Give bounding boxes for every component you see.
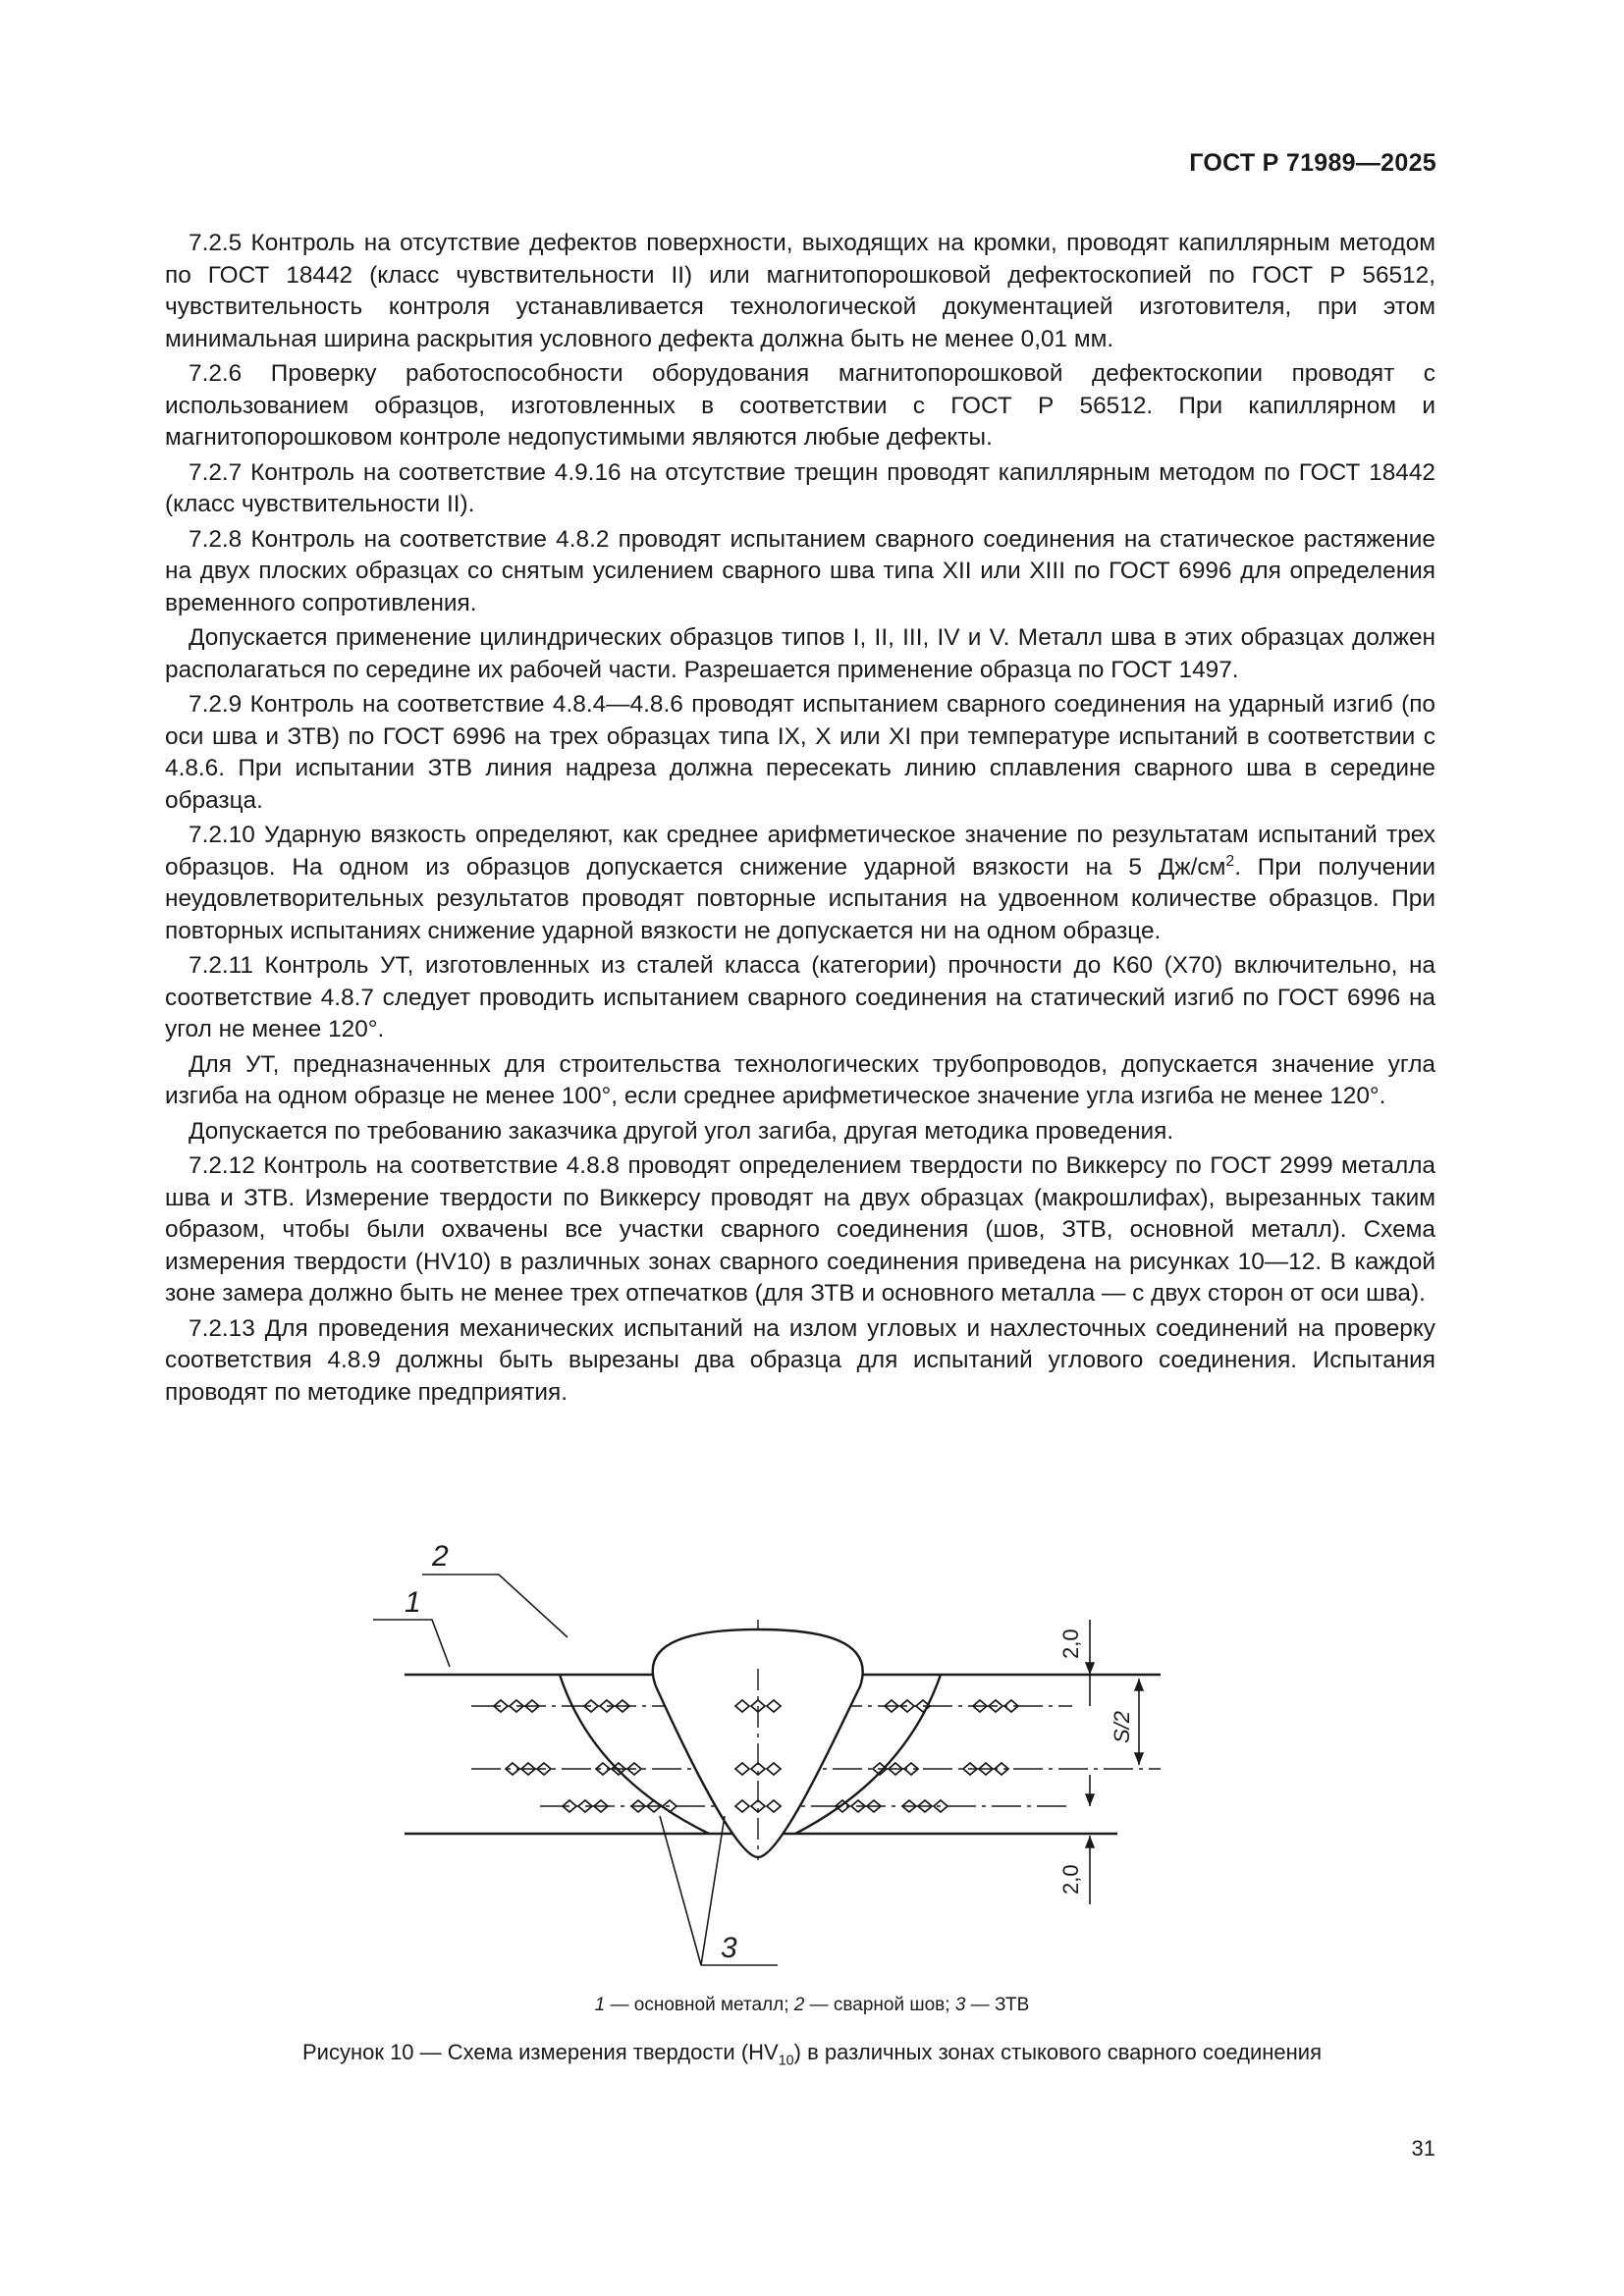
paragraph-7-2-13: 7.2.13 Для проведения механических испытаний на излом угловых и нахлесточных соединений на проверку соответствия 4.8.9 должны быть вырезаны два образца для испытаний углового соединения. Испытания проводят по методике предприятия. <box>165 1314 1435 1406</box>
paragraph-7-2-8-cont: Допускается применение цилиндрических образцов типов I, II, III, IV и V. Металл шва в этих образцах должен располагаться по середине их рабочей части. Разрешается применение образца по ГОСТ 1497. <box>165 624 1435 683</box>
body-text <box>165 228 1435 1409</box>
callout-3: 3 <box>721 1932 737 1964</box>
paragraph-7-2-11-note: Допускается по требованию заказчика другой угол загиба, другая методика проведения. <box>189 1117 1174 1145</box>
caption-text-b: ) в различных зонах стыкового сварного соединения <box>793 2040 1323 2064</box>
caption-text-a: Рисунок 10 — Схема измерения твердости (HV <box>301 2040 779 2064</box>
p-7-2-10-text-b: . При получении неудовлетворительных результатов проводят повторные испытания на удвоенном количестве образцов. При повторных испытаниях снижение ударной вязкости не допускается ни на одном образце. <box>165 853 1435 944</box>
standard-header: ГОСТ Р 71989—2025 <box>1189 149 1436 177</box>
legend-text-2: — сварной шов; <box>804 1995 955 2015</box>
leader-1 <box>373 1620 450 1667</box>
legend-num-3: 3 <box>954 1995 966 2015</box>
paragraph-7-2-5: 7.2.5 Контроль на отсутствие дефектов поверхности, выходящих на кромки, проводят капиллярным методом по ГОСТ 18442 (класс чувствительности II) или магнитопорошковой дефектоскопией по ГОСТ Р 56512, чувствительность контроля устанавливается технологической документацией изготовителя, при этом минимальная ширина раскрытия условного дефекта должна быть не менее 0,01 мм. <box>165 230 1435 352</box>
paragraph-7-2-11-cont: Для УТ, предназначенных для строительства технологических трубопроводов, допускается значение угла изгиба на одном образце не менее 100°, если среднее арифметическое значение угла изгиба не менее 120°. <box>165 1050 1435 1109</box>
leader-3 <box>660 1816 725 1965</box>
paragraph-7-2-6: 7.2.6 Проверку работоспособности оборудования магнитопорошковой дефектоскопии проводят с использованием образцов, изготовленных в соответствии с ГОСТ Р 56512. При капиллярном и магнитопорошковом контроле недопустимыми являются любые дефекты. <box>165 360 1435 451</box>
page-number: 31 <box>1411 2136 1435 2161</box>
p-7-2-10-sup: 2 <box>1225 852 1235 870</box>
leader-2 <box>422 1575 568 1637</box>
legend-num-1: 1 <box>594 1995 606 2015</box>
caption-sub: 10 <box>778 2053 794 2069</box>
callout-2: 2 <box>432 1540 449 1573</box>
paragraph-7-2-7: 7.2.7 Контроль на соответствие 4.9.16 на отсутствие трещин проводят капиллярным методом по ГОСТ 18442 (класс чувствительности II). <box>165 458 1435 517</box>
hardness-measurement-diagram <box>373 1522 1178 1983</box>
dim-bottom-label: 2,0 <box>1058 1864 1083 1895</box>
legend-num-2: 2 <box>793 1995 805 2015</box>
legend-text-3: — ЗТВ <box>965 1995 1030 2015</box>
p-7-2-10-text-a: 7.2.10 Ударную вязкость определяют, как среднее арифметическое значение по результатам испытаний трех образцов. На одном из образцов допускается снижение ударной вязкости на 5 Дж/см <box>165 822 1435 881</box>
paragraph-7-2-12: 7.2.12 Контроль на соответствие 4.8.8 проводят определением твердости по Виккерсу по ГОСТ 2999 металла шва и ЗТВ. Измерение твердости по Виккерсу проводят на двух образцах (макрошлифах), вырезанных таким образом, чтобы были охвачены все участки сварного соединения (шов, ЗТВ, основной металл). Схема измерения твердости (HV10) в различных зонах сварного соединения приведена на рисунках 10—12. В каждой зоне замера должно быть не менее трех отпечатков (для ЗТВ и основного металла — с двух сторон от оси шва). <box>165 1152 1435 1307</box>
paragraph-7-2-9: 7.2.9 Контроль на соответствие 4.8.4—4.8.6 проводят испытанием сварного соединения на ударный изгиб (по оси шва и ЗТВ) по ГОСТ 6996 на трех образцах типа IX, X или XI при температуре испытаний в соответствии с 4.8.6. При испытании ЗТВ линия надреза должна пересекать линию сплавления сварного шва в середине образца. <box>165 691 1435 814</box>
legend-text-1: — основной металл; <box>605 1995 794 2015</box>
paragraph-7-2-10 <box>165 820 1435 947</box>
paragraph-7-2-11: 7.2.11 Контроль УТ, изготовленных из сталей класса (категории) прочности до К60 (Х70) включительно, на соответствие 4.8.7 следует проводить испытанием сварного соединения на статический изгиб по ГОСТ 6996 на угол не менее 120°. <box>165 952 1435 1042</box>
dim-top-label: 2,0 <box>1058 1629 1083 1659</box>
figure-caption <box>0 2040 1624 2069</box>
figure-legend <box>0 1995 1624 2016</box>
paragraph-7-2-8: 7.2.8 Контроль на соответствие 4.8.2 проводят испытанием сварного соединения на статическое растяжение на двух плоских образцах со снятым усилением сварного шва типа XII или XIII по ГОСТ 6996 для определения временного сопротивления. <box>165 525 1435 616</box>
dim-middle-label: S/2 <box>1110 1710 1134 1743</box>
callout-1: 1 <box>405 1586 421 1619</box>
